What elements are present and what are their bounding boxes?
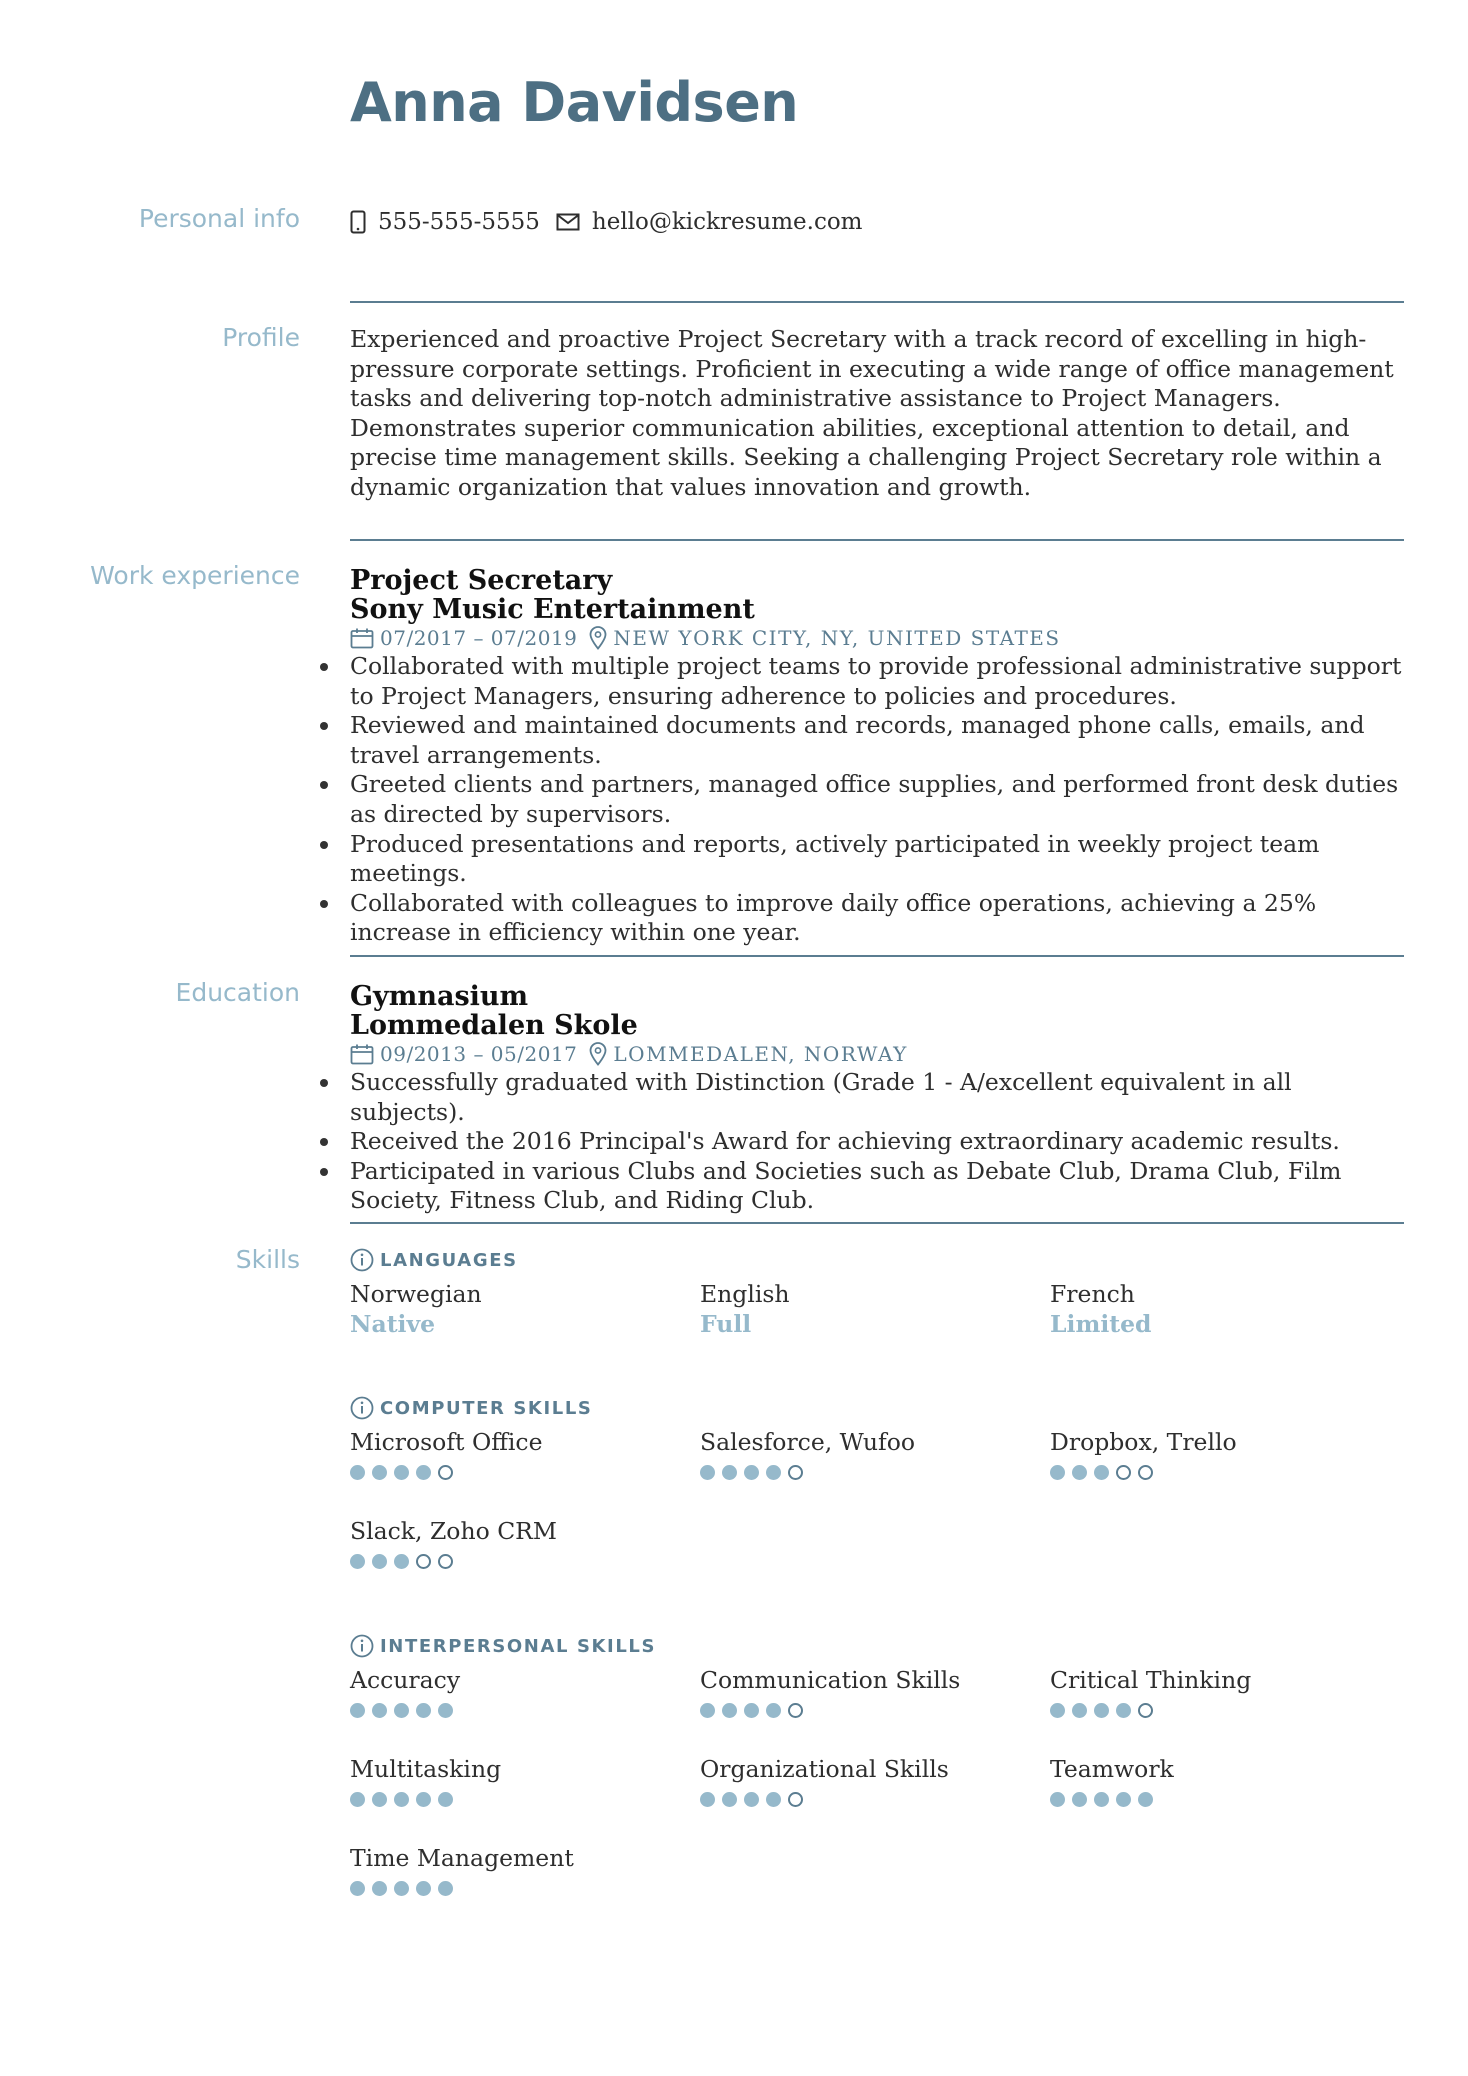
skill-rating	[1050, 1792, 1390, 1807]
rating-dot-filled	[1072, 1465, 1087, 1480]
skill-rating	[700, 1465, 1040, 1480]
education-bullets	[350, 1068, 1404, 1216]
skills-group-heading: INTERPERSONAL SKILLS	[380, 1635, 657, 1657]
info-icon	[350, 1634, 374, 1658]
skill-item: Communication Skills	[700, 1665, 1040, 1718]
skill-item: Salesforce, Wufoo	[700, 1427, 1040, 1480]
rating-dot-filled	[372, 1465, 387, 1480]
skill-rating	[350, 1703, 690, 1718]
education-entry	[350, 983, 1404, 1216]
list-item: Successfully graduated with Distinction (Grade 1 - A/excellent equivalent in all subjects).	[350, 1068, 1404, 1127]
section-label-profile: Profile	[222, 323, 300, 352]
skill-rating	[350, 1465, 690, 1480]
rating-dot-filled	[438, 1703, 453, 1718]
section-label-skills: Skills	[235, 1245, 300, 1274]
degree-title: Gymnasium	[350, 981, 529, 1012]
rating-dot-filled	[722, 1703, 737, 1718]
skill-item: Multitasking	[350, 1754, 690, 1807]
skill-item: Critical Thinking	[1050, 1665, 1390, 1718]
section-divider	[350, 955, 1404, 957]
rating-dot-filled	[394, 1881, 409, 1896]
skill-rating	[700, 1792, 1040, 1807]
rating-dot-filled	[438, 1881, 453, 1896]
skills-group-heading: COMPUTER SKILLS	[380, 1397, 593, 1419]
rating-dot-filled	[700, 1465, 715, 1480]
work-location: NEW YORK CITY, NY, UNITED STATES	[613, 626, 1061, 650]
skill-rating	[700, 1703, 1040, 1718]
school-name: Lommedalen Skole	[350, 1009, 638, 1041]
rating-dot-filled	[744, 1465, 759, 1480]
list-item: Collaborated with colleagues to improve daily office operations, achieving a 25% increase in efficiency within one year.	[350, 889, 1404, 948]
rating-dot-filled	[394, 1703, 409, 1718]
work-bullets	[350, 652, 1404, 948]
language-item: French Limited	[1050, 1279, 1390, 1339]
rating-dot-filled	[744, 1703, 759, 1718]
rating-dot-filled	[1072, 1792, 1087, 1807]
rating-dot-filled	[1050, 1792, 1065, 1807]
calendar-icon	[350, 1044, 374, 1065]
rating-dot-filled	[700, 1703, 715, 1718]
language-level: Limited	[1050, 1310, 1152, 1338]
rating-dot-filled	[350, 1703, 365, 1718]
skills-computer	[350, 1395, 1404, 1601]
rating-dot-filled	[744, 1792, 759, 1807]
language-item: English Full	[700, 1279, 1040, 1339]
rating-dot-filled	[1138, 1792, 1153, 1807]
skill-item: Accuracy	[350, 1665, 690, 1718]
list-item: Produced presentations and reports, actively participated in weekly project team meetings.	[350, 830, 1404, 889]
phone-icon	[350, 210, 366, 234]
phone-number[interactable]: 555-555-5555	[378, 209, 540, 235]
section-label-work: Work experience	[90, 561, 300, 590]
rating-dot-empty	[788, 1703, 803, 1718]
calendar-icon	[350, 628, 374, 649]
profile-summary: Experienced and proactive Project Secretary with a track record of excelling in high-pressure corporate settings. Proficient in executing a wide range of office management tasks and delivering top-notch administrative assistance to Project Managers. Demonstrates superior communication abilities, exceptional attention to detail, and precise time management skills. Seeking a challenging Project Secretary role within a dynamic organization that values innovation and growth.	[350, 325, 1394, 501]
info-icon	[350, 1396, 374, 1420]
rating-dot-filled	[1072, 1703, 1087, 1718]
rating-dot-filled	[766, 1792, 781, 1807]
work-entry	[350, 567, 1404, 948]
rating-dot-filled	[1116, 1792, 1131, 1807]
rating-dot-filled	[722, 1465, 737, 1480]
rating-dot-empty	[438, 1465, 453, 1480]
rating-dot-empty	[788, 1465, 803, 1480]
list-item: Received the 2016 Principal's Award for achieving extraordinary academic results.	[350, 1127, 1404, 1157]
contact-info	[350, 206, 1404, 238]
rating-dot-filled	[350, 1465, 365, 1480]
rating-dot-filled	[394, 1792, 409, 1807]
rating-dot-filled	[1050, 1703, 1065, 1718]
section-divider	[350, 539, 1404, 541]
email-address[interactable]: hello@kickresume.com	[591, 209, 863, 235]
rating-dot-filled	[766, 1703, 781, 1718]
rating-dot-filled	[438, 1792, 453, 1807]
rating-dot-filled	[416, 1703, 431, 1718]
list-item: Reviewed and maintained documents and records, managed phone calls, emails, and travel arrangements.	[350, 711, 1404, 770]
skills-languages	[350, 1247, 1404, 1343]
rating-dot-filled	[722, 1792, 737, 1807]
rating-dot-filled	[1116, 1703, 1131, 1718]
skill-item: Time Management	[350, 1843, 690, 1896]
rating-dot-filled	[1094, 1703, 1109, 1718]
rating-dot-empty	[1116, 1465, 1131, 1480]
rating-dot-empty	[1138, 1703, 1153, 1718]
section-label-personal: Personal info	[138, 204, 300, 233]
rating-dot-empty	[1138, 1465, 1153, 1480]
rating-dot-filled	[394, 1554, 409, 1569]
work-dates: 07/2017 – 07/2019	[380, 626, 578, 650]
rating-dot-filled	[766, 1465, 781, 1480]
rating-dot-filled	[372, 1881, 387, 1896]
job-title: Project Secretary	[350, 565, 613, 596]
skills-group-heading: LANGUAGES	[380, 1249, 518, 1271]
rating-dot-filled	[372, 1792, 387, 1807]
section-divider	[350, 301, 1404, 303]
rating-dot-empty	[788, 1792, 803, 1807]
location-pin-icon	[589, 1042, 607, 1066]
skill-rating	[350, 1554, 690, 1569]
rating-dot-filled	[350, 1554, 365, 1569]
skills-interpersonal	[350, 1633, 1404, 1929]
language-level: Native	[350, 1310, 436, 1338]
rating-dot-filled	[700, 1792, 715, 1807]
skill-rating	[350, 1792, 690, 1807]
language-item: Norwegian Native	[350, 1279, 690, 1339]
rating-dot-filled	[394, 1465, 409, 1480]
rating-dot-filled	[416, 1792, 431, 1807]
skill-item: Microsoft Office	[350, 1427, 690, 1480]
education-dates: 09/2013 – 05/2017	[380, 1042, 578, 1066]
list-item: Greeted clients and partners, managed office supplies, and performed front desk duties as directed by supervisors.	[350, 770, 1404, 829]
info-icon	[350, 1248, 374, 1272]
skill-item: Teamwork	[1050, 1754, 1390, 1807]
location-pin-icon	[589, 626, 607, 650]
rating-dot-filled	[416, 1465, 431, 1480]
skill-item: Dropbox, Trello	[1050, 1427, 1390, 1480]
rating-dot-empty	[438, 1554, 453, 1569]
rating-dot-empty	[416, 1554, 431, 1569]
rating-dot-filled	[372, 1554, 387, 1569]
candidate-name: Anna Davidsen	[350, 71, 799, 134]
rating-dot-filled	[350, 1792, 365, 1807]
rating-dot-filled	[350, 1881, 365, 1896]
section-label-education: Education	[175, 978, 300, 1007]
education-location: LOMMEDALEN, NORWAY	[613, 1042, 908, 1066]
skill-item: Organizational Skills	[700, 1754, 1040, 1807]
rating-dot-filled	[416, 1881, 431, 1896]
skill-rating	[1050, 1703, 1390, 1718]
rating-dot-filled	[1050, 1465, 1065, 1480]
skill-rating	[1050, 1465, 1390, 1480]
rating-dot-filled	[1094, 1465, 1109, 1480]
section-divider	[350, 1222, 1404, 1224]
envelope-icon	[556, 213, 580, 231]
skill-item: Slack, Zoho CRM	[350, 1516, 690, 1569]
list-item: Collaborated with multiple project teams to provide professional administrative support to Project Managers, ensuring adherence to policies and procedures.	[350, 652, 1404, 711]
company-name: Sony Music Entertainment	[350, 593, 755, 625]
rating-dot-filled	[372, 1703, 387, 1718]
list-item: Participated in various Clubs and Societies such as Debate Club, Drama Club, Film Society, Fitness Club, and Riding Club.	[350, 1157, 1404, 1216]
rating-dot-filled	[1094, 1792, 1109, 1807]
skill-rating	[350, 1881, 690, 1896]
language-level: Full	[700, 1310, 752, 1338]
